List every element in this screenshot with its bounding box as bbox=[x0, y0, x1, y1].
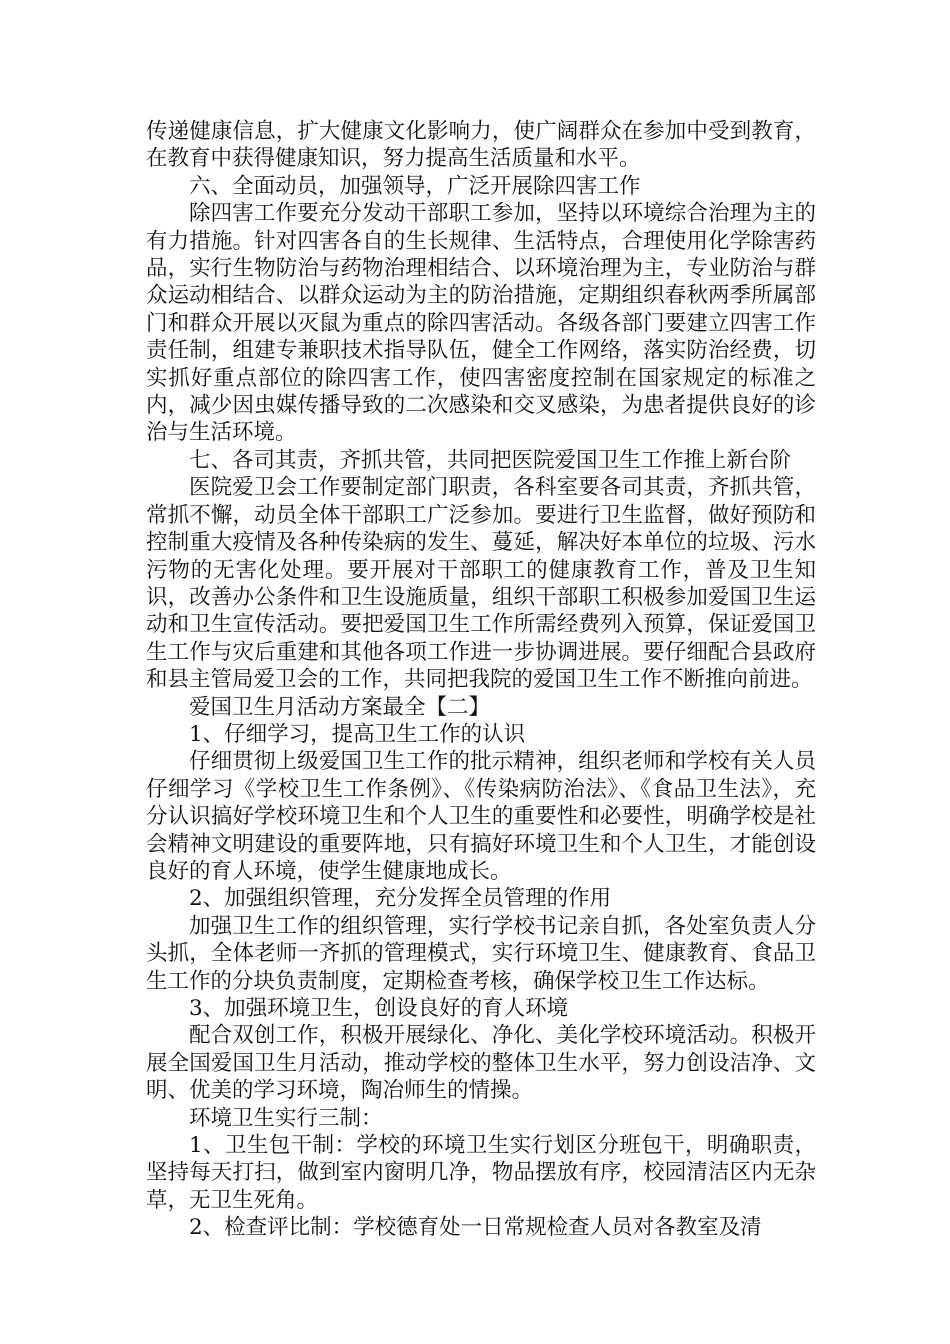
document-subtitle: 爱国卫生月活动方案最全【二】 bbox=[189, 694, 491, 720]
document-body bbox=[146, 118, 816, 1242]
section-heading-seven: 七、各司其责，齐抓共管，共同把医院爱国卫生工作推上新台阶 bbox=[189, 447, 792, 473]
item-heading-3: 3、加强环境卫生，创设良好的育人环境 bbox=[189, 996, 569, 1021]
paragraph: 配合双创工作，积极开展绿化、净化、美化学校环境活动。积极开展全国爱国卫生月活动，推动学校的整体卫生水平，努力创设洁净、文明、优美的学习环境，陶冶师生的情操。 bbox=[146, 1023, 816, 1104]
paragraph: 医院爱卫会工作要制定部门职责，各科室要各司其责，齐抓共管，常抓不懈，动员全体干部职工广泛参加。要进行卫生监督，做好预防和控制重大疫情及各种传染病的发生、蔓延，解决好本单位的垃圾、污水污物的无害化处理。要开展对干部职工的健康教育工作，普及卫生知识，改善办公条件和卫生设施质量，组织干部职工积极参加爱国卫生运动和卫生宣传活动。要把爱国卫生工作所需经费列入预算，保证爱国卫生工作与灾后重建和其他各项工作进一步协调进展。要仔细配合县政府和县主管局爱卫会的工作，共同把我院的爱国卫生工作不断推向前进。 bbox=[146, 475, 816, 693]
list-item: 2、检查评比制：学校德育处一日常规检查人员对各教室及清 bbox=[189, 1215, 762, 1241]
paragraph: 加强卫生工作的组织管理，实行学校书记亲自抓，各处室负责人分头抓，全体老师一齐抓的管理模式，实行环境卫生、健康教育、食品卫生工作的分块负责制度，定期检查考核，确保学校卫生工作达标。 bbox=[146, 913, 816, 994]
paragraph: 除四害工作要充分发动干部职工参加，坚持以环境综合治理为主的有力措施。针对四害各自的生长规律、生活特点，合理使用化学除害药品，实行生物防治与药物治理相结合、以环境治理为主，专业防治与群众运动相结合、以群众运动为主的防治措施，定期组织春秋两季所属部门和群众开展以灭鼠为重点的除四害活动。各级各部门要建立四害工作责任制，组建专兼职技术指导队伍，健全工作网络，落实防治经费，切实抓好重点部位的除四害工作，使四害密度控制在国家规定的标准之内，减少因虫媒传播导致的二次感染和交叉感染，为患者提供良好的诊治与生活环境。 bbox=[146, 201, 816, 446]
section-heading-six: 六、全面动员，加强领导，广泛开展除四害工作 bbox=[189, 173, 641, 199]
paragraph-continuation: 传递健康信息，扩大健康文化影响力，使广阔群众在参加中受到教育，在教育中获得健康知识，努力提高生活质量和水平。 bbox=[146, 119, 816, 172]
item-heading-1: 1、仔细学习，提高卫生工作的认识 bbox=[189, 721, 526, 747]
item-heading-2: 2、加强组织管理，充分发挥全员管理的作用 bbox=[189, 886, 612, 912]
list-heading: 环境卫生实行三制： bbox=[189, 1105, 383, 1131]
paragraph: 仔细贯彻上级爱国卫生工作的批示精神，组织老师和学校有关人员仔细学习《学校卫生工作条例》、《传染病防治法》、《食品卫生法》，充分认识搞好学校环境卫生和个人卫生的重要性和必要性，明确学校是社会精神文明建设的重要阵地，只有搞好环境卫生和个人卫生，才能创设良好的育人环境，使学生健康地成长。 bbox=[146, 749, 816, 884]
list-item: 1、卫生包干制：学校的环境卫生实行划区分班包干，明确职责，坚持每天打扫，做到室内窗明几净，物品摆放有序，校园清洁区内无杂草，无卫生死角。 bbox=[146, 1133, 816, 1213]
